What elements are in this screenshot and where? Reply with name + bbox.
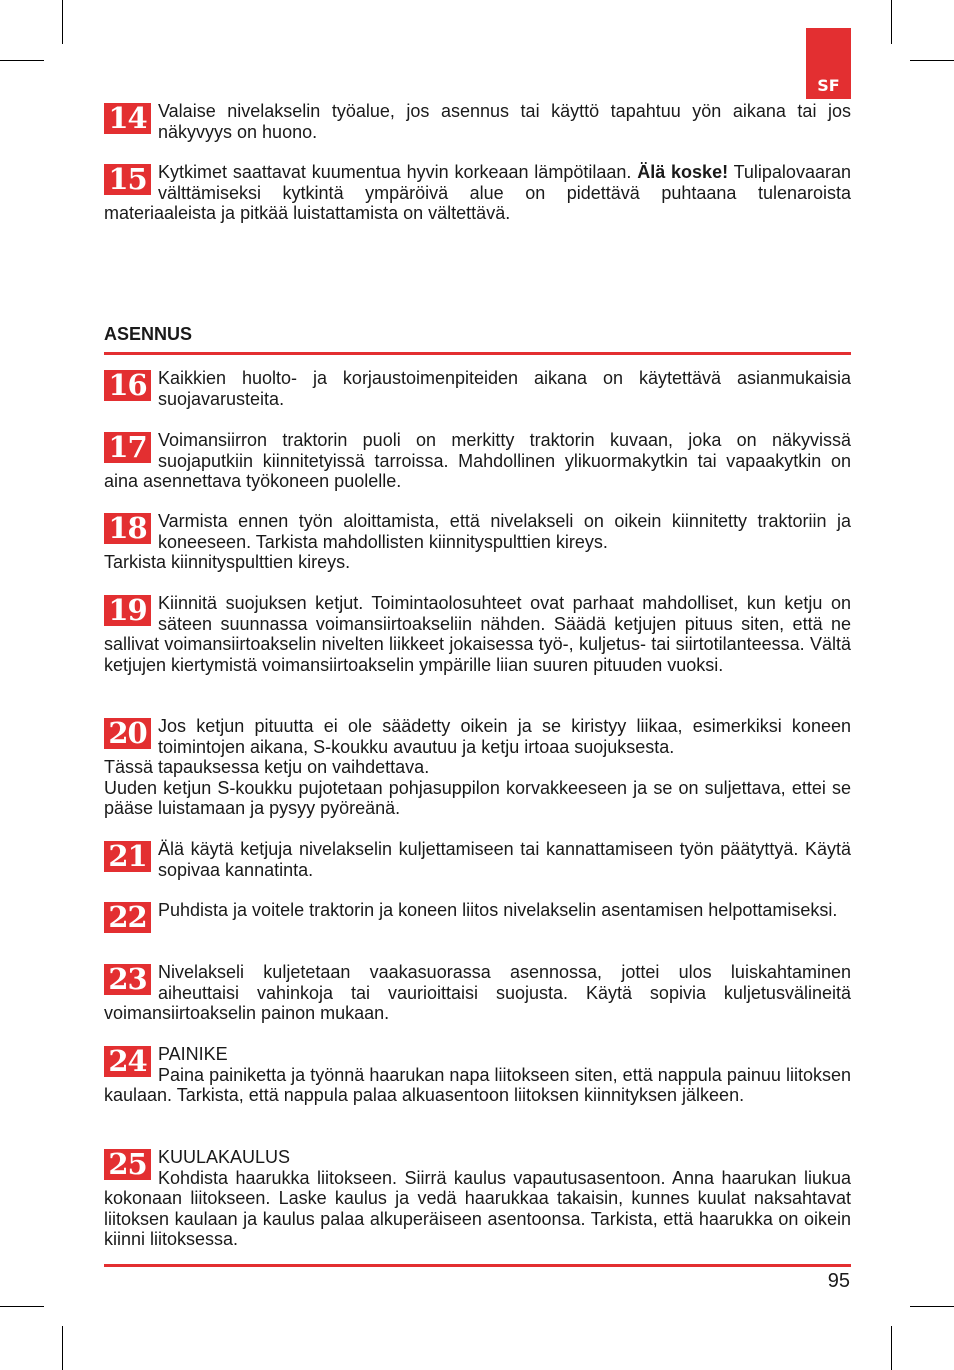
item-text-continued: Tulipalovaaran välttämiseksi kytkintä ympäröivä alue on pidettävä puhtaana tulenaroista materiaaleista ja pitkää luistattamista on vältettävä.: [104, 162, 851, 224]
item-18: [104, 511, 851, 573]
item-24: [104, 1044, 851, 1106]
item-number: 14: [104, 103, 151, 134]
item-number: 19: [104, 595, 151, 626]
item-19: [104, 593, 851, 675]
item-text: Voimansiirron traktorin puoli on merkitty traktorin kuvaan, joka on näkyvissä suojaputkiin kiinnitetyissä tarroissa. Mahdollinen ylikuormakytkin tai vapaakytkin on aina asennettava työkoneen puolelle.: [104, 430, 851, 492]
item-text: Valaise nivelakselin työalue, jos asennus tai käyttö tapahtuu yön aikana tai jos näkyvyys on huono.: [158, 101, 851, 142]
crop-mark: [910, 60, 954, 61]
item-17: [104, 430, 851, 492]
item-text: Kohdista haarukka liitokseen. Siirrä kaulus vapautusasentoon. Anna haarukan liukua kokonaan liitokseen. Laske kaulus ja vedä haarukkaa takaisin, kunnes kuulat naksahtavat liitoksen kaulaan ja kaulus palaa alkuperäiseen asentoonsa. Tarkista, että haarukka on oikein kiinni liitoksessa.: [104, 1167, 851, 1250]
warning-text: Älä koske!: [637, 162, 729, 182]
crop-mark: [62, 0, 63, 44]
item-14: [104, 101, 851, 142]
item-23: [104, 962, 851, 1024]
crop-mark: [891, 0, 892, 44]
item-16: [104, 368, 851, 409]
item-text: Nivelakseli kuljetetaan vaakasuorassa asennossa, jottei ulos luiskahtaminen aiheuttaisi vahinkoja tai vaurioittaisi suojusta. Käytä sopivia kuljetusvälineitä voimansiirtoakselin painon mukaan.: [104, 962, 851, 1024]
item-text: Kytkimet saattavat kuumentua hyvin korkeaan lämpötilaan.: [158, 162, 632, 182]
item-number: 21: [104, 841, 151, 872]
item-text: Puhdista ja voitele traktorin ja koneen liitos nivelakselin asentamisen helpottamiseksi.: [158, 900, 838, 920]
item-21: [104, 839, 851, 880]
item-text-line: Tarkista kiinnityspulttien kireys.: [104, 552, 351, 573]
section-divider: [104, 352, 851, 355]
item-text: Varmista ennen työn aloittamista, että nivelakseli on oikein kiinnitetty traktoriin ja koneeseen. Tarkista mahdollisten kiinnityspulttien kireys.: [158, 511, 851, 552]
item-heading: KUULAKAULUS: [158, 1147, 291, 1167]
crop-mark: [0, 1306, 44, 1307]
language-tab: SF: [806, 28, 851, 99]
item-text-line: Uuden ketjun S-koukku pujotetaan pohjasuppilon korvakkeeseen ja se on suljettava, ettei se pääse luistamaan ja pysyy pyöreänä.: [104, 777, 851, 819]
item-text-line: Tässä tapauksessa ketju on vaihdettava.: [104, 757, 430, 778]
item-heading: PAINIKE: [158, 1044, 228, 1064]
item-number: 15: [104, 164, 151, 195]
item-15: [104, 162, 851, 224]
item-number: 16: [104, 370, 151, 401]
section-title: ASENNUS: [104, 324, 193, 344]
item-20: [104, 716, 851, 819]
item-text: Kaikkien huolto- ja korjaustoimenpiteiden aikana on käytettävä asianmukaisia suojavarusteita.: [158, 368, 851, 409]
footer-divider: [104, 1264, 851, 1267]
crop-mark: [891, 1326, 892, 1370]
item-text: Älä käytä ketjuja nivelakselin kuljettamiseen tai kannattamiseen työn päätyttyä. Käytä sopivaa kannatinta.: [158, 839, 851, 880]
item-number: 24: [104, 1046, 151, 1077]
item-number: 25: [104, 1149, 151, 1180]
crop-mark: [0, 60, 44, 61]
item-number: 22: [104, 902, 151, 933]
item-number: 20: [104, 718, 151, 749]
item-number: 23: [104, 964, 151, 995]
item-22: [104, 900, 851, 933]
item-number: 18: [104, 513, 151, 544]
page-number: 95: [827, 1270, 850, 1292]
crop-mark: [910, 1306, 954, 1307]
item-text: Paina painiketta ja työnnä haarukan napa liitokseen siten, että nappula painuu liitoksen kaulaan. Tarkista, että nappula palaa alkuasentoon liitoksen kiinnityksen jälkeen.: [104, 1064, 851, 1106]
item-number: 17: [104, 432, 151, 463]
crop-mark: [62, 1326, 63, 1370]
item-text: Jos ketjun pituutta ei ole säädetty oikein ja se kiristyy liikaa, esimerkiksi koneen toimintojen aikana, S-koukku avautuu ja ketju irtoaa suojuksesta.: [158, 716, 851, 757]
item-25: [104, 1147, 851, 1250]
item-text: Kiinnitä suojuksen ketjut. Toimintaolosuhteet ovat parhaat mahdolliset, kun ketju on säteen suunnassa voimansiirtoakseliin nähden. Säädä ketjujen pituus siten, että ne sallivat voimansiirtoakselin nivelten liikkeet jokaisessa työ-, kuljetus- tai siirtotilanteessa. Vältä ketjujen kiertymistä voimansiirtoakselin ympärille liian suuren pituuden vuoksi.: [104, 593, 851, 675]
